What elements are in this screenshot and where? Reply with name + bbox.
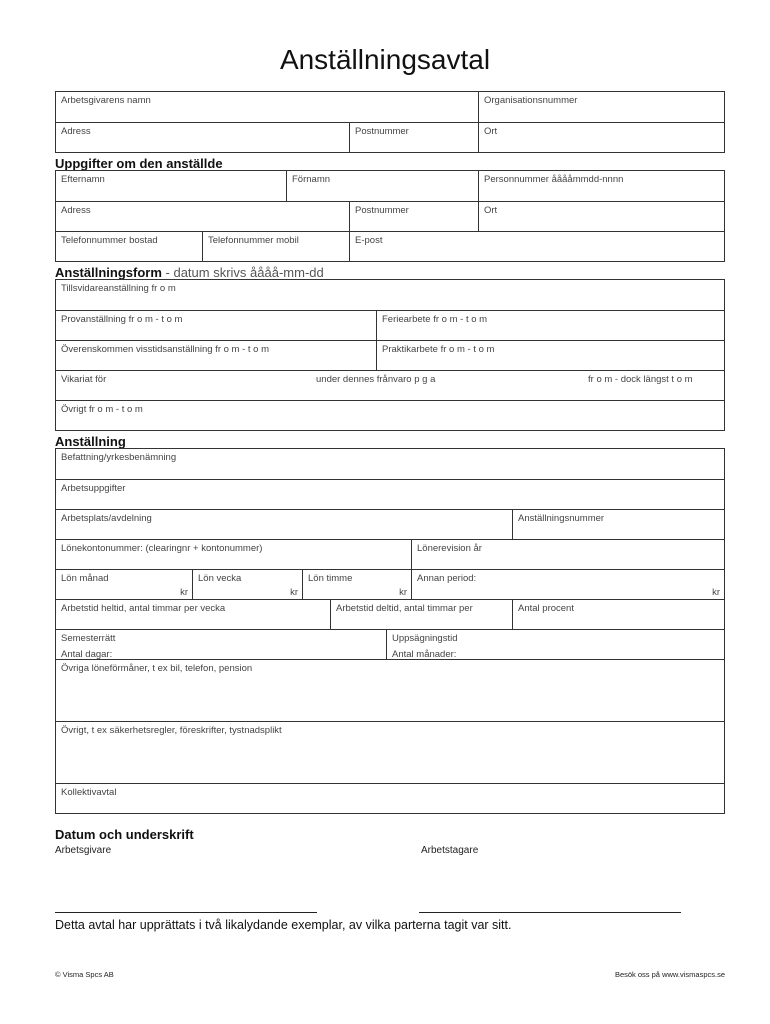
substitute-field[interactable]	[56, 371, 724, 400]
field-label: Lönerevision år	[417, 543, 482, 554]
table-row	[56, 569, 724, 599]
salary-account-field[interactable]	[56, 540, 411, 569]
employee-postal-field[interactable]	[349, 202, 478, 231]
employee-table	[55, 170, 725, 262]
field-label: Förnamn	[292, 174, 331, 185]
field-label: Arbetsplats/avdelning	[61, 513, 152, 524]
field-label: Överenskommen visstidsanställning fr o m - t o m	[61, 344, 270, 355]
employer-table	[55, 91, 725, 153]
table-row	[56, 509, 724, 539]
field-label: Arbetstid heltid, antal timmar per vecka	[61, 603, 226, 614]
field-label: Lön timme	[308, 573, 353, 584]
field-label: Organisationsnummer	[484, 95, 578, 106]
employer-signature-line[interactable]	[55, 912, 317, 913]
percent-field[interactable]	[512, 600, 724, 629]
vacation-field[interactable]	[56, 630, 386, 659]
employer-name-field[interactable]	[56, 92, 478, 122]
table-row	[56, 280, 724, 310]
field-label: Efternamn	[61, 174, 105, 185]
table-row	[56, 231, 724, 261]
section-title: Anställningsform	[55, 265, 162, 280]
field-label: Arbetsuppgifter	[61, 483, 126, 494]
field-label: Övriga löneförmåner, t ex bil, telefon, pension	[61, 663, 253, 674]
field-label: Antal månader:	[392, 649, 457, 660]
field-label: Provanställning fr o m - t o m	[61, 314, 183, 325]
field-label: Semesterrätt	[61, 633, 116, 644]
currency-label: kr	[399, 587, 407, 598]
currency-label: kr	[290, 587, 298, 598]
field-label: Tillsvidareanställning fr o m	[61, 283, 176, 294]
weekly-salary-field[interactable]	[192, 570, 302, 599]
workplace-field[interactable]	[56, 510, 512, 539]
table-row	[56, 721, 724, 783]
internship-field[interactable]	[376, 341, 724, 370]
table-row	[56, 310, 724, 340]
section-subtitle: - datum skrivs åååå-mm-dd	[161, 265, 324, 280]
field-label: Anställningsnummer	[518, 513, 605, 524]
phone-mobile-field[interactable]	[202, 232, 349, 261]
currency-label: kr	[180, 587, 188, 598]
field-label: Telefonnummer mobil	[208, 235, 299, 246]
table-row	[56, 659, 724, 721]
field-label: Feriearbete fr o m - t o m	[382, 314, 488, 325]
table-row	[56, 201, 724, 231]
field-label: Praktikarbete fr o m - t o m	[382, 344, 495, 355]
field-label: Lönekontonummer: (clearingnr + kontonummer)	[61, 543, 263, 554]
table-row	[56, 92, 724, 122]
employer-address-field[interactable]	[56, 123, 349, 152]
monthly-salary-field[interactable]	[56, 570, 192, 599]
field-label: Adress	[61, 126, 91, 137]
position-field[interactable]	[56, 449, 724, 479]
personal-number-field[interactable]	[478, 171, 724, 201]
field-label: fr o m - dock längst t o m	[588, 374, 693, 385]
table-row	[56, 479, 724, 509]
footer-link[interactable]: Besök oss på www.vismaspcs.se	[614, 970, 725, 979]
field-label: Ort	[484, 126, 498, 137]
email-field[interactable]	[349, 232, 724, 261]
employment-table	[55, 448, 725, 814]
section-heading-signature: Datum och underskrift	[55, 827, 194, 842]
field-label: Adress	[61, 205, 91, 216]
section-heading-employee: Uppgifter om den anställde	[55, 156, 223, 171]
other-form-field[interactable]	[56, 401, 724, 430]
org-number-field[interactable]	[478, 92, 724, 122]
footer-copyright: © Visma Spcs AB	[55, 970, 114, 979]
table-row	[56, 449, 724, 479]
parttime-hours-field[interactable]	[330, 600, 512, 629]
permanent-employment-field[interactable]	[56, 280, 724, 310]
table-row	[56, 783, 724, 813]
salary-revision-field[interactable]	[411, 540, 724, 569]
employer-signature-label: Arbetsgivare	[55, 845, 112, 856]
employee-address-field[interactable]	[56, 202, 349, 231]
field-label: Arbetsgivarens namn	[61, 95, 151, 106]
holiday-work-field[interactable]	[376, 311, 724, 340]
field-label: Telefonnummer bostad	[61, 235, 158, 246]
table-row	[56, 400, 724, 430]
collective-agreement-field[interactable]	[56, 784, 724, 813]
field-label: Ort	[484, 205, 498, 216]
probation-field[interactable]	[56, 311, 376, 340]
field-label: Antal dagar:	[61, 649, 113, 660]
fixed-term-field[interactable]	[56, 341, 376, 370]
table-row	[56, 370, 724, 400]
table-row	[56, 629, 724, 659]
misc-field[interactable]	[56, 722, 724, 783]
table-row	[56, 340, 724, 370]
field-label: under dennes frånvaro p g a	[316, 374, 436, 385]
benefits-field[interactable]	[56, 660, 724, 721]
field-label: Postnummer	[355, 126, 409, 137]
hourly-salary-field[interactable]	[302, 570, 411, 599]
field-label: Vikariat för	[61, 374, 107, 385]
field-label: Arbetstid deltid, antal timmar per	[336, 603, 473, 614]
employer-city-field[interactable]	[478, 123, 724, 152]
field-label: Lön månad	[61, 573, 109, 584]
table-row	[56, 171, 724, 201]
section-heading-employment-form	[55, 265, 324, 280]
employee-signature-label: Arbetstagare	[421, 845, 479, 856]
field-label: Postnummer	[355, 205, 409, 216]
tasks-field[interactable]	[56, 480, 724, 509]
other-period-field[interactable]	[411, 570, 724, 599]
field-label: Annan period:	[417, 573, 477, 584]
notice-period-field[interactable]	[386, 630, 724, 659]
employee-signature-line[interactable]	[419, 912, 681, 913]
field-label: Befattning/yrkesbenämning	[61, 452, 177, 463]
section-heading-employment: Anställning	[55, 434, 126, 449]
field-label: Övrigt, t ex säkerhetsregler, föreskrifter, tystnadsplikt	[61, 725, 282, 736]
lastname-field[interactable]	[56, 171, 286, 201]
employee-city-field[interactable]	[478, 202, 724, 231]
field-label: Kollektivavtal	[61, 787, 117, 798]
table-row	[56, 599, 724, 629]
agreement-note: Detta avtal har upprättats i två likalydande exemplar, av vilka parterna tagit var sitt.	[55, 918, 512, 932]
table-row	[56, 122, 724, 152]
phone-home-field[interactable]	[56, 232, 202, 261]
field-label: Personnummer ååååmmdd-nnnn	[484, 174, 624, 185]
currency-label: kr	[712, 587, 720, 598]
fulltime-hours-field[interactable]	[56, 600, 330, 629]
field-label: Antal procent	[518, 603, 574, 614]
field-label: Uppsägningstid	[392, 633, 458, 644]
field-label: E-post	[355, 235, 383, 246]
field-label: Lön vecka	[198, 573, 242, 584]
table-row	[56, 539, 724, 569]
employee-number-field[interactable]	[512, 510, 724, 539]
field-label: Övrigt fr o m - t o m	[61, 404, 143, 415]
firstname-field[interactable]	[286, 171, 478, 201]
employment-form-table	[55, 279, 725, 431]
page-title: Anställningsavtal	[279, 44, 491, 75]
employer-postal-field[interactable]	[349, 123, 478, 152]
